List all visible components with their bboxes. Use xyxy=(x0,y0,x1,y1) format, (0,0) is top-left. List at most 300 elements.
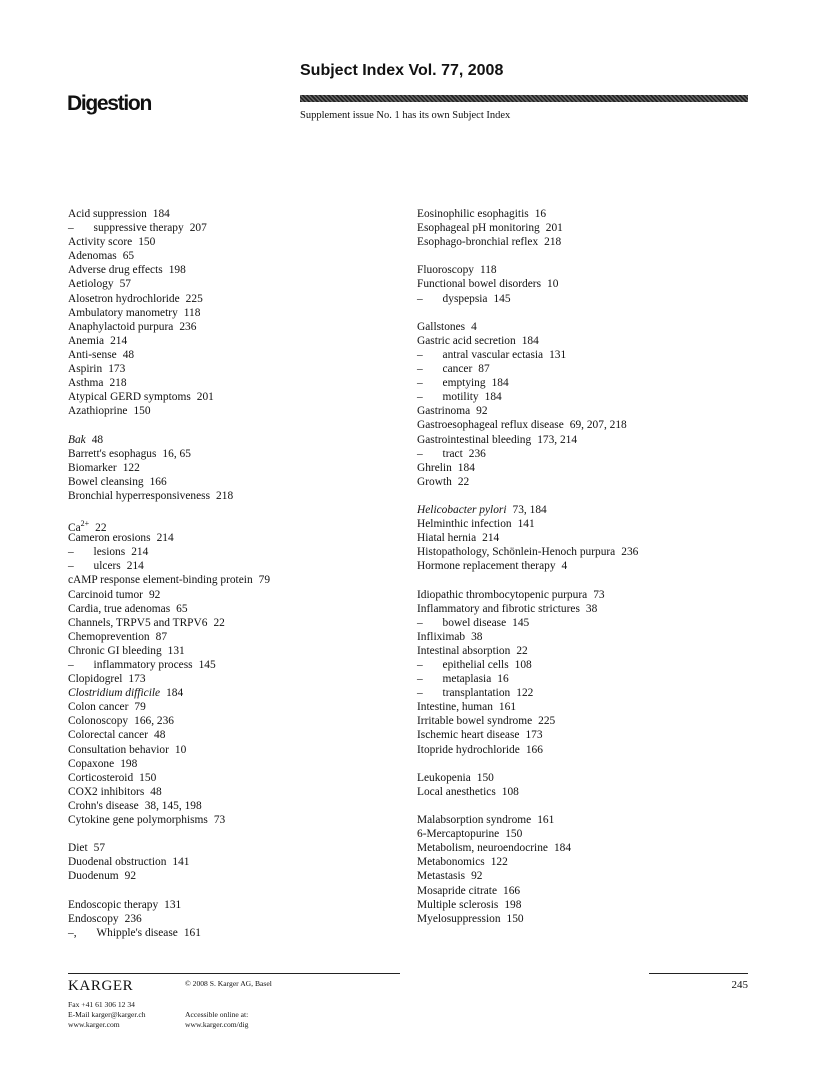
index-entry xyxy=(417,714,757,728)
entry-pages: 214 xyxy=(110,334,128,347)
entry-pages: 141 xyxy=(517,518,535,531)
entry-term: Ghrelin xyxy=(417,461,452,474)
website-link[interactable]: www.karger.com xyxy=(68,1019,120,1029)
index-entry xyxy=(68,292,408,306)
entry-pages: 214 xyxy=(156,532,174,545)
subentry-dash: – xyxy=(417,292,426,305)
index-entry xyxy=(68,433,408,447)
index-entry xyxy=(68,249,408,263)
entry-pages: 38 xyxy=(471,630,483,643)
entry-term: Metabonomics xyxy=(417,856,485,869)
index-entry xyxy=(68,700,408,714)
footer-rule-right xyxy=(649,973,748,974)
index-entry xyxy=(417,221,757,235)
entry-pages: 92 xyxy=(124,870,137,883)
entry-term: Metabolism, neuroendocrine xyxy=(417,842,548,855)
index-entry xyxy=(417,841,757,855)
journal-logo: Digestion xyxy=(67,92,151,115)
entry-term: Bak xyxy=(68,433,86,446)
subentry-dash: – xyxy=(417,687,426,700)
index-entry xyxy=(417,630,757,644)
entry-pages: 22 xyxy=(213,616,225,629)
entry-term: Crohn's disease xyxy=(68,799,139,812)
entry-term: Esophago-bronchial reflex xyxy=(417,236,539,249)
entry-pages: 236 xyxy=(468,447,486,460)
entry-pages: 145 xyxy=(512,616,530,629)
entry-term: Copaxone xyxy=(68,757,115,770)
entry-pages: 184 xyxy=(553,842,572,855)
entry-pages: 184 xyxy=(166,687,184,700)
entry-term: Activity score xyxy=(68,236,133,249)
index-entry xyxy=(417,390,757,404)
entry-pages: 38 xyxy=(585,602,598,615)
entry-pages: 218 xyxy=(544,236,562,249)
index-entry xyxy=(68,630,408,644)
subentry-dash: – xyxy=(417,391,426,404)
entry-term: Cardia, true adenomas xyxy=(68,602,171,615)
entry-pages: 173, 214 xyxy=(537,433,578,446)
entry-pages: 150 xyxy=(139,771,157,784)
entry-term: Esophageal pH monitoring xyxy=(417,222,540,235)
entry-term: Atypical GERD symptoms xyxy=(68,391,191,404)
index-entry xyxy=(68,799,408,813)
entry-term: Corticosteroid xyxy=(68,771,134,784)
entry-pages: 10 xyxy=(174,743,187,756)
entry-pages: 16 xyxy=(497,673,509,686)
entry-pages: 65 xyxy=(176,602,188,615)
subentry-dash: – xyxy=(417,348,426,361)
index-entry xyxy=(68,686,408,700)
copyright-notice: © 2008 S. Karger AG, Basel xyxy=(185,979,272,988)
index-entry xyxy=(417,588,757,602)
entry-pages: 22 xyxy=(95,521,107,534)
entry-term: Anaphylactoid purpura xyxy=(68,320,174,333)
entry-pages: 161 xyxy=(183,926,201,939)
entry-term: cAMP response element-binding protein xyxy=(68,574,253,587)
accessible-url[interactable]: www.karger.com/dig xyxy=(185,1019,249,1029)
entry-pages: 184 xyxy=(457,461,475,474)
accessible-label: Accessible online at: xyxy=(185,1010,249,1019)
online-access-block xyxy=(185,1010,248,1030)
entry-term: epithelial cells xyxy=(442,659,509,671)
entry-pages: 166, 236 xyxy=(134,715,174,728)
index-entry xyxy=(68,376,408,390)
entry-term: inflammatory process xyxy=(93,659,193,671)
index-entry xyxy=(417,348,757,362)
entry-pages: 150 xyxy=(505,828,523,841)
entry-term: Duodenum xyxy=(68,870,119,883)
entry-term: cancer xyxy=(442,363,473,376)
index-entry xyxy=(68,207,408,221)
entry-pages: 218 xyxy=(109,377,127,390)
entry-term: Fluoroscopy xyxy=(417,264,474,277)
entry-term: Eosinophilic esophagitis xyxy=(417,208,529,220)
subentry-dash: – xyxy=(417,363,426,376)
entry-term: Local anesthetics xyxy=(417,785,496,798)
entry-pages: 201 xyxy=(545,222,563,235)
entry-pages: 173 xyxy=(128,673,146,686)
entry-term: Helminthic infection xyxy=(417,518,512,531)
entry-term: Gallstones xyxy=(417,320,466,333)
index-entry xyxy=(68,813,408,827)
index-entry xyxy=(68,785,408,799)
index-entry xyxy=(68,743,408,757)
entry-term: Functional bowel disorders xyxy=(417,278,542,291)
index-entry xyxy=(68,573,408,587)
entry-pages: 108 xyxy=(501,785,519,798)
entry-term: Chronic GI bleeding xyxy=(68,644,162,657)
index-entry xyxy=(68,390,408,404)
subentry-dash: – xyxy=(417,447,426,460)
entry-term: Biomarker xyxy=(68,461,117,474)
index-entry xyxy=(417,404,757,418)
entry-pages: 10 xyxy=(547,278,559,291)
entry-pages: 92 xyxy=(476,405,488,418)
entry-term: Channels, TRPV5 and TRPV6 xyxy=(68,616,208,629)
entry-pages: 184 xyxy=(491,377,509,390)
index-entry xyxy=(417,672,757,686)
index-entry xyxy=(68,348,408,362)
entry-superscript: 2+ xyxy=(80,519,90,529)
index-entry xyxy=(68,447,408,461)
entry-term: Irritable bowel syndrome xyxy=(417,715,533,728)
entry-term: Itopride hydrochloride xyxy=(417,743,520,756)
entry-pages: 166 xyxy=(149,475,167,488)
index-entry xyxy=(417,461,757,475)
index-entry xyxy=(417,898,757,912)
entry-pages: 122 xyxy=(490,856,508,869)
entry-pages: 184 xyxy=(484,391,502,404)
index-entry xyxy=(68,461,408,475)
index-entry xyxy=(417,433,757,447)
subentry-dash: – xyxy=(417,616,426,629)
index-entry xyxy=(68,334,408,348)
entry-term: Aspirin xyxy=(68,363,103,376)
entry-pages: 48 xyxy=(91,433,104,446)
index-entry xyxy=(68,912,408,926)
entry-pages: 48 xyxy=(154,729,166,742)
entry-pages: 57 xyxy=(119,278,131,291)
entry-term: tract xyxy=(442,447,463,460)
index-entry xyxy=(417,785,757,799)
index-entry xyxy=(417,616,757,630)
index-entry xyxy=(68,926,408,940)
index-entry xyxy=(68,616,408,630)
entry-pages: 122 xyxy=(122,461,140,474)
entry-term: Colonoscopy xyxy=(68,715,129,728)
entry-pages: 69, 207, 218 xyxy=(569,419,627,432)
entry-term: Consultation behavior xyxy=(68,743,169,756)
entry-pages: 73, 184 xyxy=(512,503,547,516)
index-entry xyxy=(417,855,757,869)
entry-term: Azathioprine xyxy=(68,405,128,418)
index-entry xyxy=(417,658,757,672)
entry-term: Inflammatory and fibrotic strictures xyxy=(417,602,580,615)
entry-pages: 214 xyxy=(126,560,144,573)
index-entry xyxy=(68,602,408,616)
index-entry xyxy=(417,602,757,616)
entry-term: Endoscopic therapy xyxy=(68,898,159,911)
entry-pages: 4 xyxy=(561,560,568,573)
subentry-dash: – xyxy=(68,659,77,671)
entry-pages: 4 xyxy=(471,320,477,333)
subentry-dash: –, xyxy=(68,926,80,939)
index-entry xyxy=(68,728,408,742)
index-entry xyxy=(68,404,408,418)
entry-term: motility xyxy=(442,391,479,404)
entry-pages: 218 xyxy=(216,489,234,502)
entry-term: Acid suppression xyxy=(68,208,147,220)
index-entry xyxy=(68,545,408,559)
entry-pages: 150 xyxy=(133,405,151,418)
index-entry xyxy=(68,672,408,686)
entry-pages: 184 xyxy=(152,208,170,220)
index-entry xyxy=(417,503,757,517)
index-entry xyxy=(68,221,408,235)
subentry-dash: – xyxy=(68,546,77,559)
entry-pages: 22 xyxy=(516,644,528,657)
index-entry xyxy=(68,588,408,602)
entry-pages: 118 xyxy=(479,264,497,277)
index-entry xyxy=(417,771,757,785)
index-entry xyxy=(68,277,408,291)
index-entry xyxy=(417,827,757,841)
subtitle-note: Supplement issue No. 1 has its own Subject Index xyxy=(300,110,511,121)
index-entry xyxy=(68,306,408,320)
publisher-logo: KARGER xyxy=(68,978,134,994)
subentry-dash: – xyxy=(68,222,77,235)
entry-term: ulcers xyxy=(93,560,121,573)
entry-term: emptying xyxy=(442,377,486,390)
entry-term: 6-Mercaptopurine xyxy=(417,828,500,841)
title-divider-bar xyxy=(300,95,748,102)
entry-pages: 166 xyxy=(525,743,543,756)
entry-term: Cytokine gene polymorphisms xyxy=(68,814,208,827)
page-number: 245 xyxy=(731,979,748,991)
entry-pages: 48 xyxy=(122,348,135,361)
entry-term: Cameron erosions xyxy=(68,532,151,545)
entry-term: Growth xyxy=(417,475,452,488)
entry-pages: 173 xyxy=(108,363,126,376)
entry-pages: 225 xyxy=(185,292,203,305)
entry-pages: 92 xyxy=(471,870,483,883)
entry-term: Ambulatory manometry xyxy=(68,306,178,319)
index-entry xyxy=(417,545,757,559)
index-entry xyxy=(417,475,757,489)
entry-term: Intestinal absorption xyxy=(417,644,511,657)
entry-term: Carcinoid tumor xyxy=(68,588,143,601)
entry-pages: 150 xyxy=(476,771,494,784)
index-entry xyxy=(417,743,757,757)
index-entry xyxy=(68,517,408,534)
contact-block xyxy=(68,1000,146,1029)
entry-pages: 79 xyxy=(134,701,146,714)
index-entry xyxy=(68,559,408,573)
entry-term: Malabsorption syndrome xyxy=(417,814,532,827)
index-entry xyxy=(417,263,757,277)
entry-pages: 173 xyxy=(525,729,543,742)
index-entry xyxy=(417,418,757,432)
entry-term: Anti-sense xyxy=(68,348,117,361)
entry-term: Endoscopy xyxy=(68,912,119,925)
entry-term: Infliximab xyxy=(417,630,466,643)
subentry-dash: – xyxy=(417,673,426,686)
subentry-dash: – xyxy=(417,377,426,390)
index-entry xyxy=(417,334,757,348)
entry-term: Anemia xyxy=(68,334,105,347)
entry-pages: 16, 65 xyxy=(162,447,191,460)
entry-pages: 92 xyxy=(148,588,161,601)
entry-term: Adverse drug effects xyxy=(68,264,163,277)
entry-term: Idiopathic thrombocytopenic purpura xyxy=(417,588,588,601)
entry-term: Metastasis xyxy=(417,870,466,883)
index-entry xyxy=(68,898,408,912)
index-entry xyxy=(68,475,408,489)
entry-pages: 207 xyxy=(189,222,207,235)
index-column-left xyxy=(68,207,408,940)
index-entry xyxy=(417,277,757,291)
index-entry xyxy=(68,714,408,728)
entry-term: Myelosuppression xyxy=(417,912,501,925)
entry-pages: 198 xyxy=(504,898,522,911)
entry-pages: 201 xyxy=(196,391,214,404)
index-entry xyxy=(417,728,757,742)
subentry-dash: – xyxy=(417,659,426,671)
entry-term: Leukopenia xyxy=(417,771,471,784)
entry-pages: 87 xyxy=(155,630,168,643)
subentry-dash: – xyxy=(68,560,77,573)
entry-pages: 145 xyxy=(198,659,216,671)
entry-term: Barrett's esophagus xyxy=(68,447,157,460)
entry-term: Whipple's disease xyxy=(96,926,178,939)
entry-term: Hormone replacement therapy xyxy=(417,560,556,573)
entry-pages: 184 xyxy=(521,334,539,347)
entry-term: Asthma xyxy=(68,377,104,390)
entry-pages: 236 xyxy=(124,912,142,925)
entry-term: Colon cancer xyxy=(68,701,129,714)
entry-pages: 57 xyxy=(93,842,106,855)
entry-term: Clostridium difficile xyxy=(68,687,161,700)
index-entry xyxy=(417,813,757,827)
entry-term: Gastrointestinal bleeding xyxy=(417,433,532,446)
entry-pages: 141 xyxy=(172,856,190,869)
index-entry xyxy=(417,362,757,376)
index-entry xyxy=(417,644,757,658)
entry-pages: 236 xyxy=(179,320,197,333)
entry-term: Alosetron hydrochloride xyxy=(68,292,180,305)
entry-pages: 48 xyxy=(150,785,162,798)
entry-pages: 161 xyxy=(537,814,555,827)
entry-term: Duodenal obstruction xyxy=(68,856,167,869)
index-entry xyxy=(68,771,408,785)
entry-pages: 79 xyxy=(258,574,271,587)
index-entry xyxy=(68,320,408,334)
index-entry xyxy=(417,517,757,531)
index-entry xyxy=(68,644,408,658)
index-entry xyxy=(417,869,757,883)
entry-term: dyspepsia xyxy=(442,292,488,305)
entry-term: COX2 inhibitors xyxy=(68,785,145,798)
entry-term: antral vascular ectasia xyxy=(442,348,544,361)
index-entry xyxy=(417,447,757,461)
index-entry xyxy=(417,559,757,573)
index-entry xyxy=(68,263,408,277)
index-entry xyxy=(68,235,408,249)
entry-pages: 16 xyxy=(534,208,547,220)
entry-pages: 118 xyxy=(183,306,201,319)
entry-term: Clopidogrel xyxy=(68,673,123,686)
entry-pages: 145 xyxy=(493,292,511,305)
entry-term: Gastroesophageal reflux disease xyxy=(417,419,564,432)
index-entry xyxy=(417,320,757,334)
entry-term: Intestine, human xyxy=(417,701,493,714)
index-entry xyxy=(417,235,757,249)
index-column-right xyxy=(417,207,757,926)
index-entry xyxy=(417,700,757,714)
entry-pages: 214 xyxy=(482,532,500,545)
index-entry xyxy=(68,531,408,545)
entry-pages: 38, 145, 198 xyxy=(144,799,202,812)
entry-term: bowel disease xyxy=(442,616,507,629)
index-entry xyxy=(417,884,757,898)
entry-term: Mosapride citrate xyxy=(417,884,498,897)
entry-term: Adenomas xyxy=(68,250,117,263)
entry-term: lesions xyxy=(93,546,126,559)
entry-term: Diet xyxy=(68,842,88,855)
entry-pages: 87 xyxy=(478,363,490,376)
entry-pages: 122 xyxy=(516,687,534,700)
entry-pages: 108 xyxy=(514,659,532,671)
entry-term: Hiatal hernia xyxy=(417,532,477,545)
entry-term: Bronchial hyperresponsiveness xyxy=(68,489,211,502)
entry-pages: 225 xyxy=(538,715,556,728)
entry-term: metaplasia xyxy=(442,673,492,686)
index-entry xyxy=(68,757,408,771)
entry-pages: 150 xyxy=(506,912,524,925)
entry-pages: 198 xyxy=(120,757,138,770)
entry-pages: 198 xyxy=(168,264,186,277)
entry-term: suppressive therapy xyxy=(93,222,184,235)
entry-term: Colorectal cancer xyxy=(68,729,149,742)
fax-number: Fax +41 61 306 12 34 xyxy=(68,1000,135,1009)
index-entry xyxy=(417,686,757,700)
index-entry xyxy=(417,207,757,221)
entry-pages: 236 xyxy=(621,546,639,559)
entry-pages: 131 xyxy=(549,348,567,361)
index-entry xyxy=(68,855,408,869)
index-entry xyxy=(417,292,757,306)
entry-pages: 73 xyxy=(593,588,605,601)
entry-term: Aetiology xyxy=(68,278,114,291)
index-entry xyxy=(68,489,408,503)
entry-term: Multiple sclerosis xyxy=(417,898,499,911)
index-entry xyxy=(417,376,757,390)
entry-pages: 131 xyxy=(164,898,182,911)
entry-term: Ischemic heart disease xyxy=(417,729,520,742)
entry-term: Gastric acid secretion xyxy=(417,334,516,347)
index-entry xyxy=(68,841,408,855)
entry-pages: 65 xyxy=(122,250,135,263)
entry-pages: 161 xyxy=(498,701,517,714)
entry-term: transplantation xyxy=(442,687,511,700)
index-entry xyxy=(417,531,757,545)
entry-pages: 214 xyxy=(131,546,149,559)
entry-pages: 73 xyxy=(213,814,226,827)
entry-term: Bowel cleansing xyxy=(68,475,144,488)
entry-term: Chemoprevention xyxy=(68,630,150,643)
entry-pages: 131 xyxy=(167,644,185,657)
entry-term: Ca xyxy=(68,521,81,534)
